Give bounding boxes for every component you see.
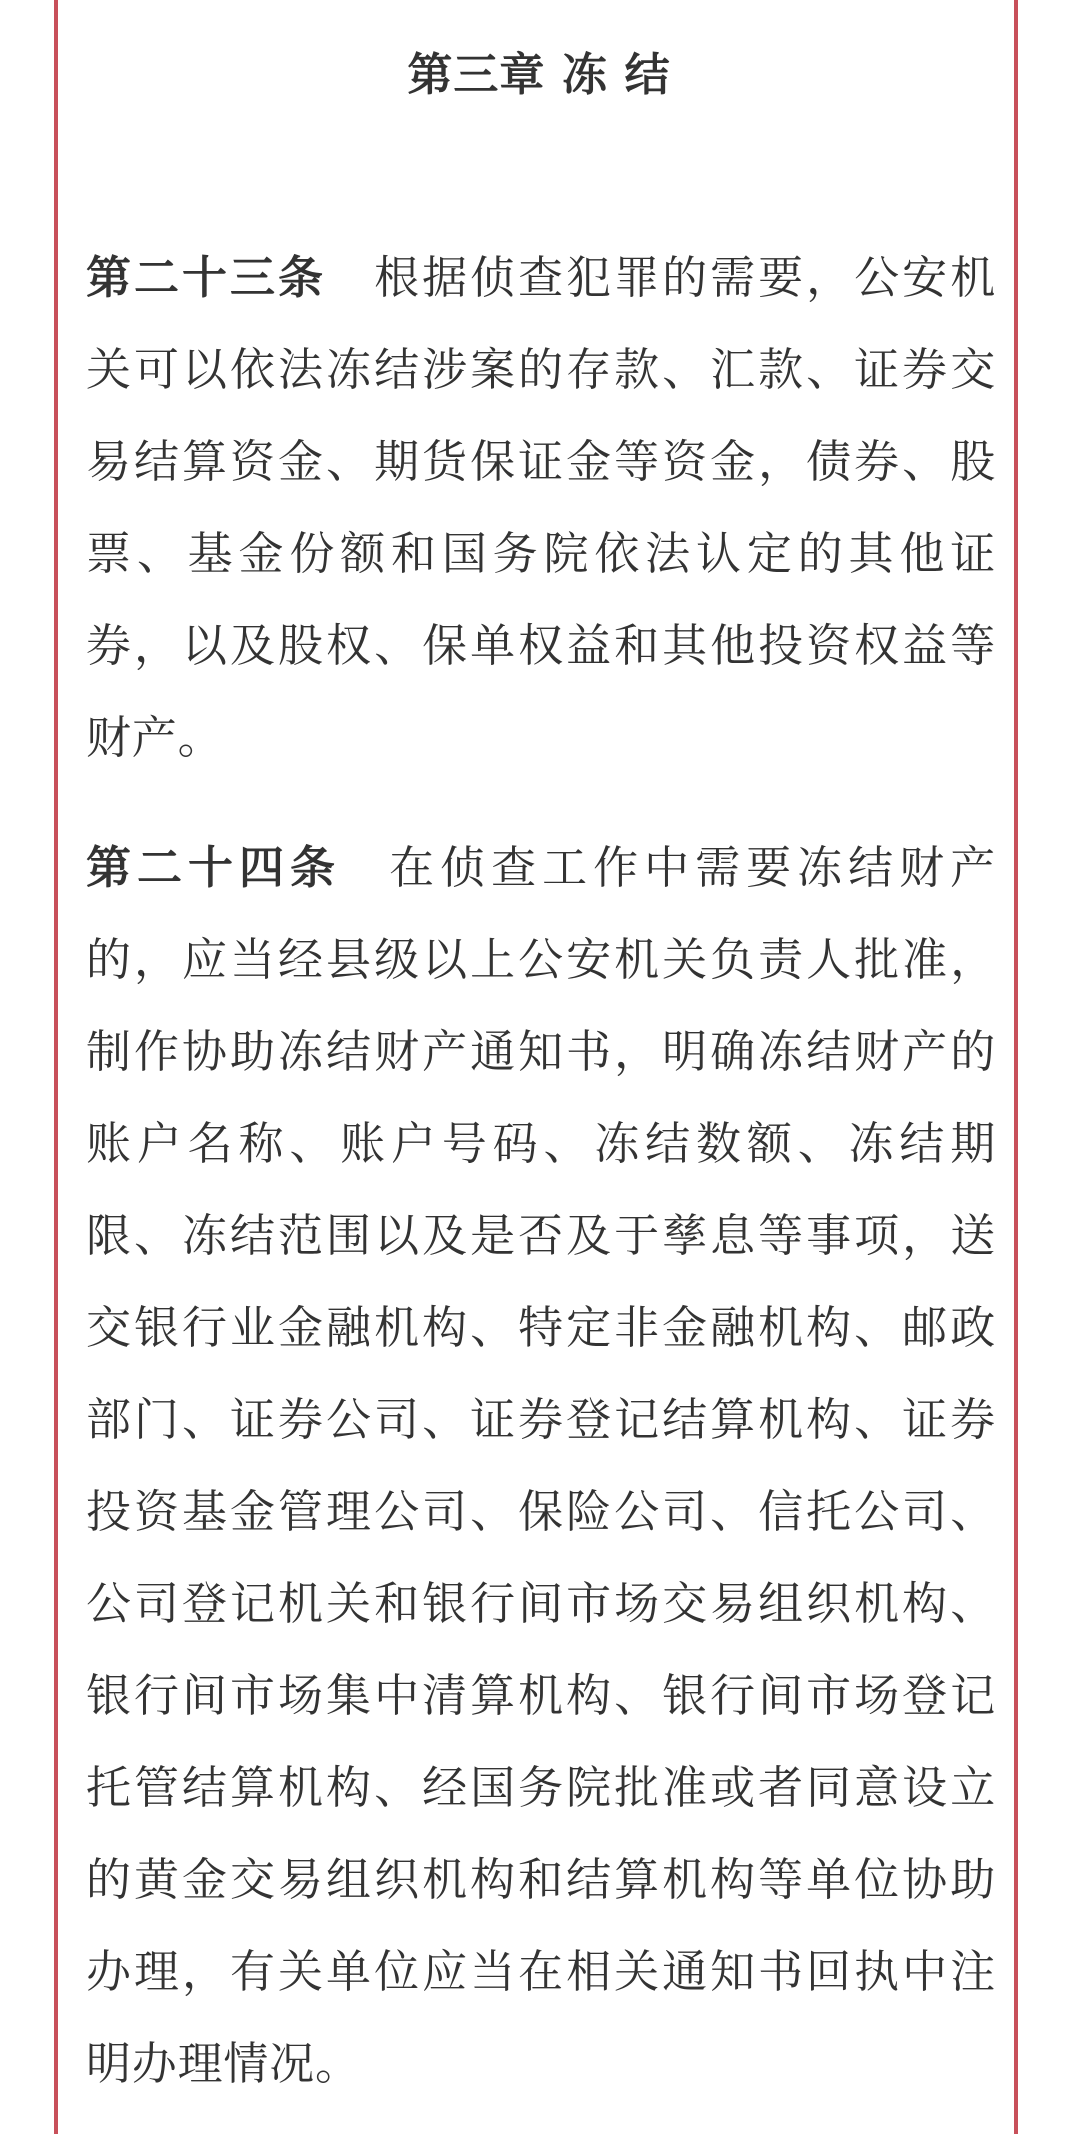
article-23 [86, 232, 996, 784]
article-24-text: 在侦查工作中需要冻结财产的，应当经县级以上公安机关负责人批准，制作协助冻结财产通知书，明确冻结财产的账户名称、账户号码、冻结数额、冻结期限、冻结范围以及是否及于孳息等事项，送交银行业金融机构、特定非金融机构、邮政部门、证券公司、证券登记结算机构、证券投资基金管理公司、保险公司、信托公司、公司登记机关和银行间市场交易组织机构、银行间市场集中清算机构、银行间市场登记托管结算机构、经国务院批准或者同意设立的黄金交易组织机构和结算机构等单位协助办理，有关单位应当在相关通知书回执中注明办理情况。 [86, 841, 996, 2090]
article-24-label: 第二十四条 [86, 841, 342, 894]
chapter-title: 第三章 冻 结 [407, 48, 671, 101]
article-24 [86, 822, 996, 2110]
article-23-text: 根据侦查犯罪的需要，公安机关可以依法冻结涉案的存款、汇款、证券交易结算资金、期货保证金等资金，债券、股票、基金份额和国务院依法认定的其他证券，以及股权、保单权益和其他投资权益等财产。 [86, 251, 996, 764]
article-23-label: 第二十三条 [86, 251, 327, 304]
